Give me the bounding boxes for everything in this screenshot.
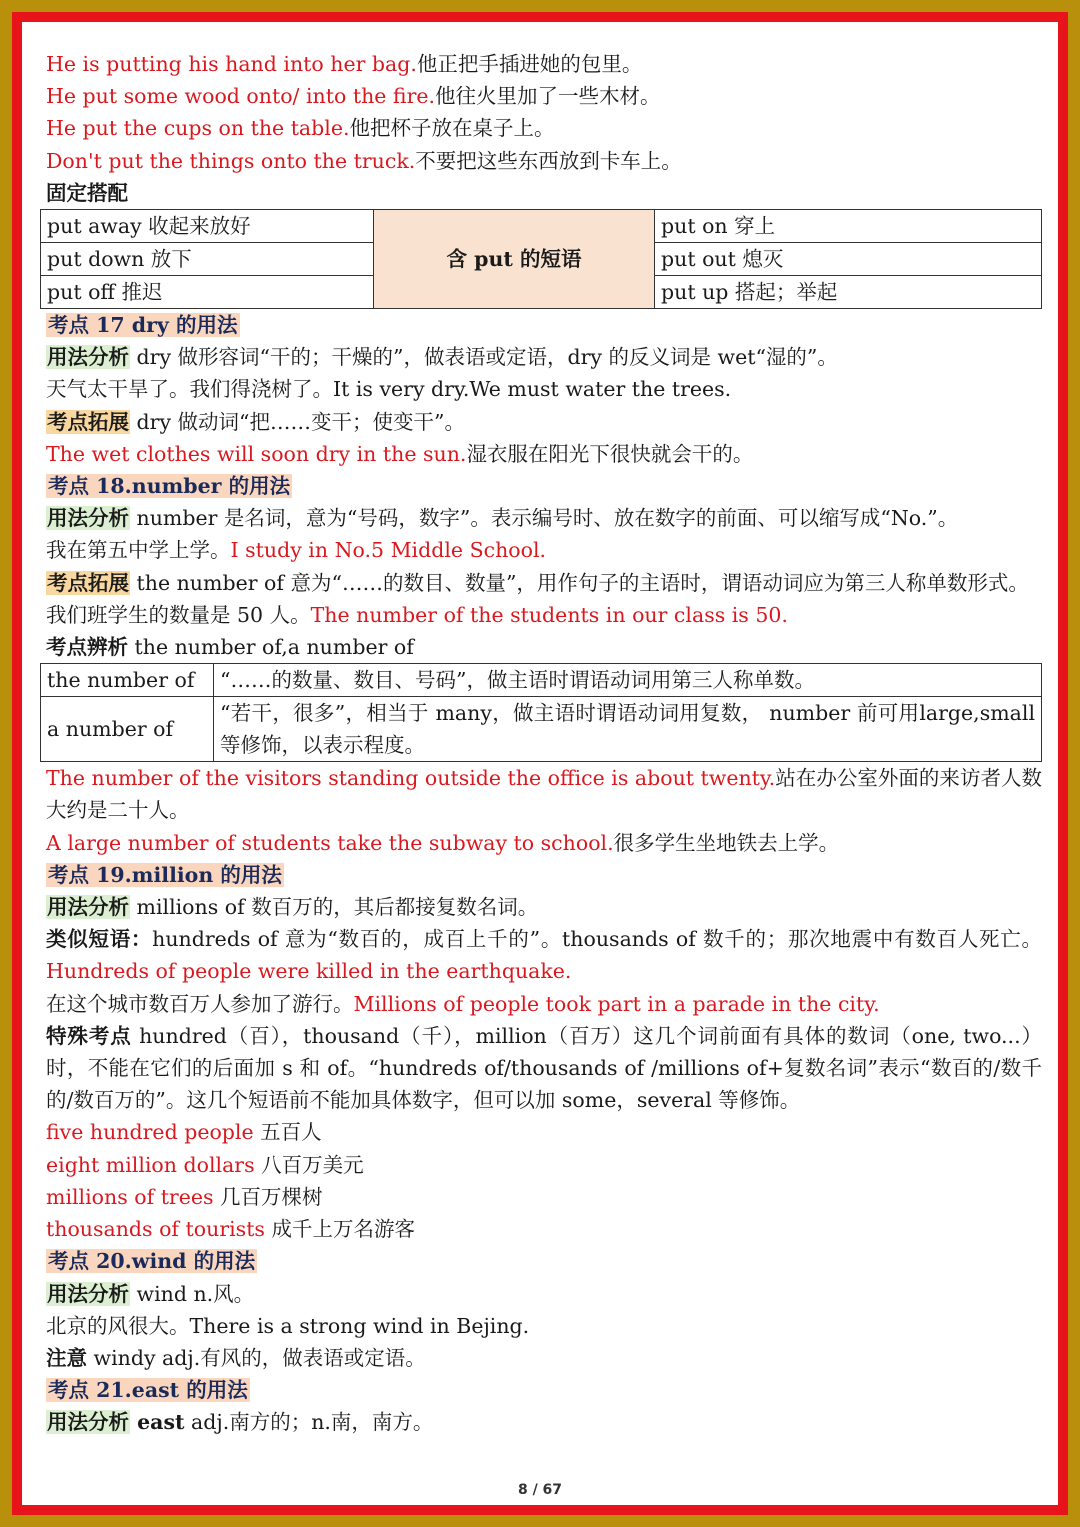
fixed-phrases-heading: 固定搭配 [46, 180, 128, 205]
page-number: 8 / 67 [517, 1482, 563, 1498]
s18-example-4: A large number of students take the subway to school.很多学生坐地铁去上学。 [46, 830, 840, 855]
s18-example-3: The number of the visitors standing outside the office is about twenty.站在办公室外面的来访者人数大约是二十人。 [46, 766, 1043, 823]
put-middle-label: 含 put 的短语 [374, 210, 655, 309]
number-of-table [40, 663, 1042, 762]
s19-usage: 用法分析 millions of 数百万的，其后都接复数名词。 [47, 895, 539, 920]
number-table-value-1: “若干，很多”，相当于 many，做主语时谓语动词用复数， number 前可用large,small 等修饰，以表示程度。 [214, 697, 1042, 762]
s17-extension: 考点拓展 dry 做动词“把……变干；使变干”。 [47, 409, 465, 434]
section-21-title: 考点 21.east 的用法 [48, 1378, 248, 1403]
phrase-item: five hundred people 五百人 [46, 1120, 322, 1145]
s18-extension: 考点拓展 the number of 意为“……的数目、数量”，用作句子的主语时，谓语动词应为第三人称单数形式。 [47, 570, 1029, 595]
put-right-1: put out 熄灭 [655, 243, 1042, 276]
number-table-key-0: the number of [41, 664, 214, 697]
example-line-4: Don't put the things onto the truck.不要把这些东西放到卡车上。 [46, 148, 682, 173]
put-right-0: put on 穿上 [655, 210, 1042, 243]
put-right-2: put up 搭起；举起 [655, 276, 1042, 309]
section-17-title: 考点 17 dry 的用法 [48, 313, 238, 338]
example-line-3: He put the cups on the table.他把杯子放在桌子上。 [46, 116, 555, 141]
s20-note: 注意 windy adj.有风的，做表语或定语。 [46, 1345, 426, 1370]
section-18-title: 考点 18.number 的用法 [48, 474, 291, 499]
s19-special: 特殊考点 hundred（百），thousand（千），million（百万）这几个词前面有具体的数词（one, two...）时，不能在它们的后面加 s 和 of。“hundreds of/thousands of /millions of+复数名词”表示“数百的/数千的/数百万的”。这几个短语前不能加具体数字，但可以加 some，several 等修饰。 [46, 1023, 1043, 1113]
s21-usage: 用法分析 east adj.南方的；n.南，南方。 [47, 1410, 434, 1435]
section-19-title: 考点 19.million 的用法 [48, 862, 282, 887]
number-table-key-1: a number of [41, 697, 214, 762]
s18-example-2: 我们班学生的数量是 50 人。The number of the students in our class is 50. [46, 602, 788, 627]
s20-example: 北京的风很大。There is a strong wind in Bejing. [46, 1313, 530, 1338]
s18-distinction: 考点辨析 the number of,a number of [46, 635, 414, 660]
s17-example-1: 天气太干旱了。我们得浇树了。It is very dry.We must water the trees. [46, 377, 732, 402]
put-left-2: put off 推迟 [41, 276, 374, 309]
section-20-title: 考点 20.wind 的用法 [48, 1249, 256, 1274]
put-left-0: put away 收起来放好 [41, 210, 374, 243]
s18-usage: 用法分析 number 是名词，意为“号码，数字”。表示编号时、放在数字的前面、可以缩写成“No.”。 [47, 506, 959, 531]
s17-usage: 用法分析 dry 做形容词“干的；干燥的”，做表语或定语，dry 的反义词是 wet“湿的”。 [47, 345, 838, 370]
s20-usage: 用法分析 wind n.风。 [47, 1281, 255, 1306]
example-line-2: He put some wood onto/ into the fire.他往火里加了一些木材。 [46, 84, 661, 109]
document-content [46, 48, 1042, 1439]
put-left-1: put down 放下 [41, 243, 374, 276]
phrase-item: millions of trees 几百万棵树 [46, 1184, 323, 1209]
s17-example-2: The wet clothes will soon dry in the sun.湿衣服在阳光下很快就会干的。 [46, 441, 754, 466]
phrase-item: eight million dollars 八百万美元 [46, 1152, 364, 1177]
phrase-item: thousands of tourists 成千上万名游客 [46, 1217, 415, 1242]
s19-example: 在这个城市数百万人参加了游行。Millions of people took part in a parade in the city. [46, 991, 880, 1016]
put-phrase-table [40, 209, 1042, 309]
example-line-1: He is putting his hand into her bag.他正把手插进她的包里。 [46, 52, 643, 76]
number-table-value-0: “……的数量、数目、号码”，做主语时谓语动词用第三人称单数。 [214, 664, 1042, 697]
s18-example-1: 我在第五中学上学。I study in No.5 Middle School. [46, 538, 547, 563]
s19-similar: 类似短语：hundreds of 意为“数百的，成百上千的”。thousands of 数千的；那次地震中有数百人死亡。Hundreds of people were killed in the earthquake. [46, 927, 1043, 984]
document-page [22, 22, 1058, 1505]
